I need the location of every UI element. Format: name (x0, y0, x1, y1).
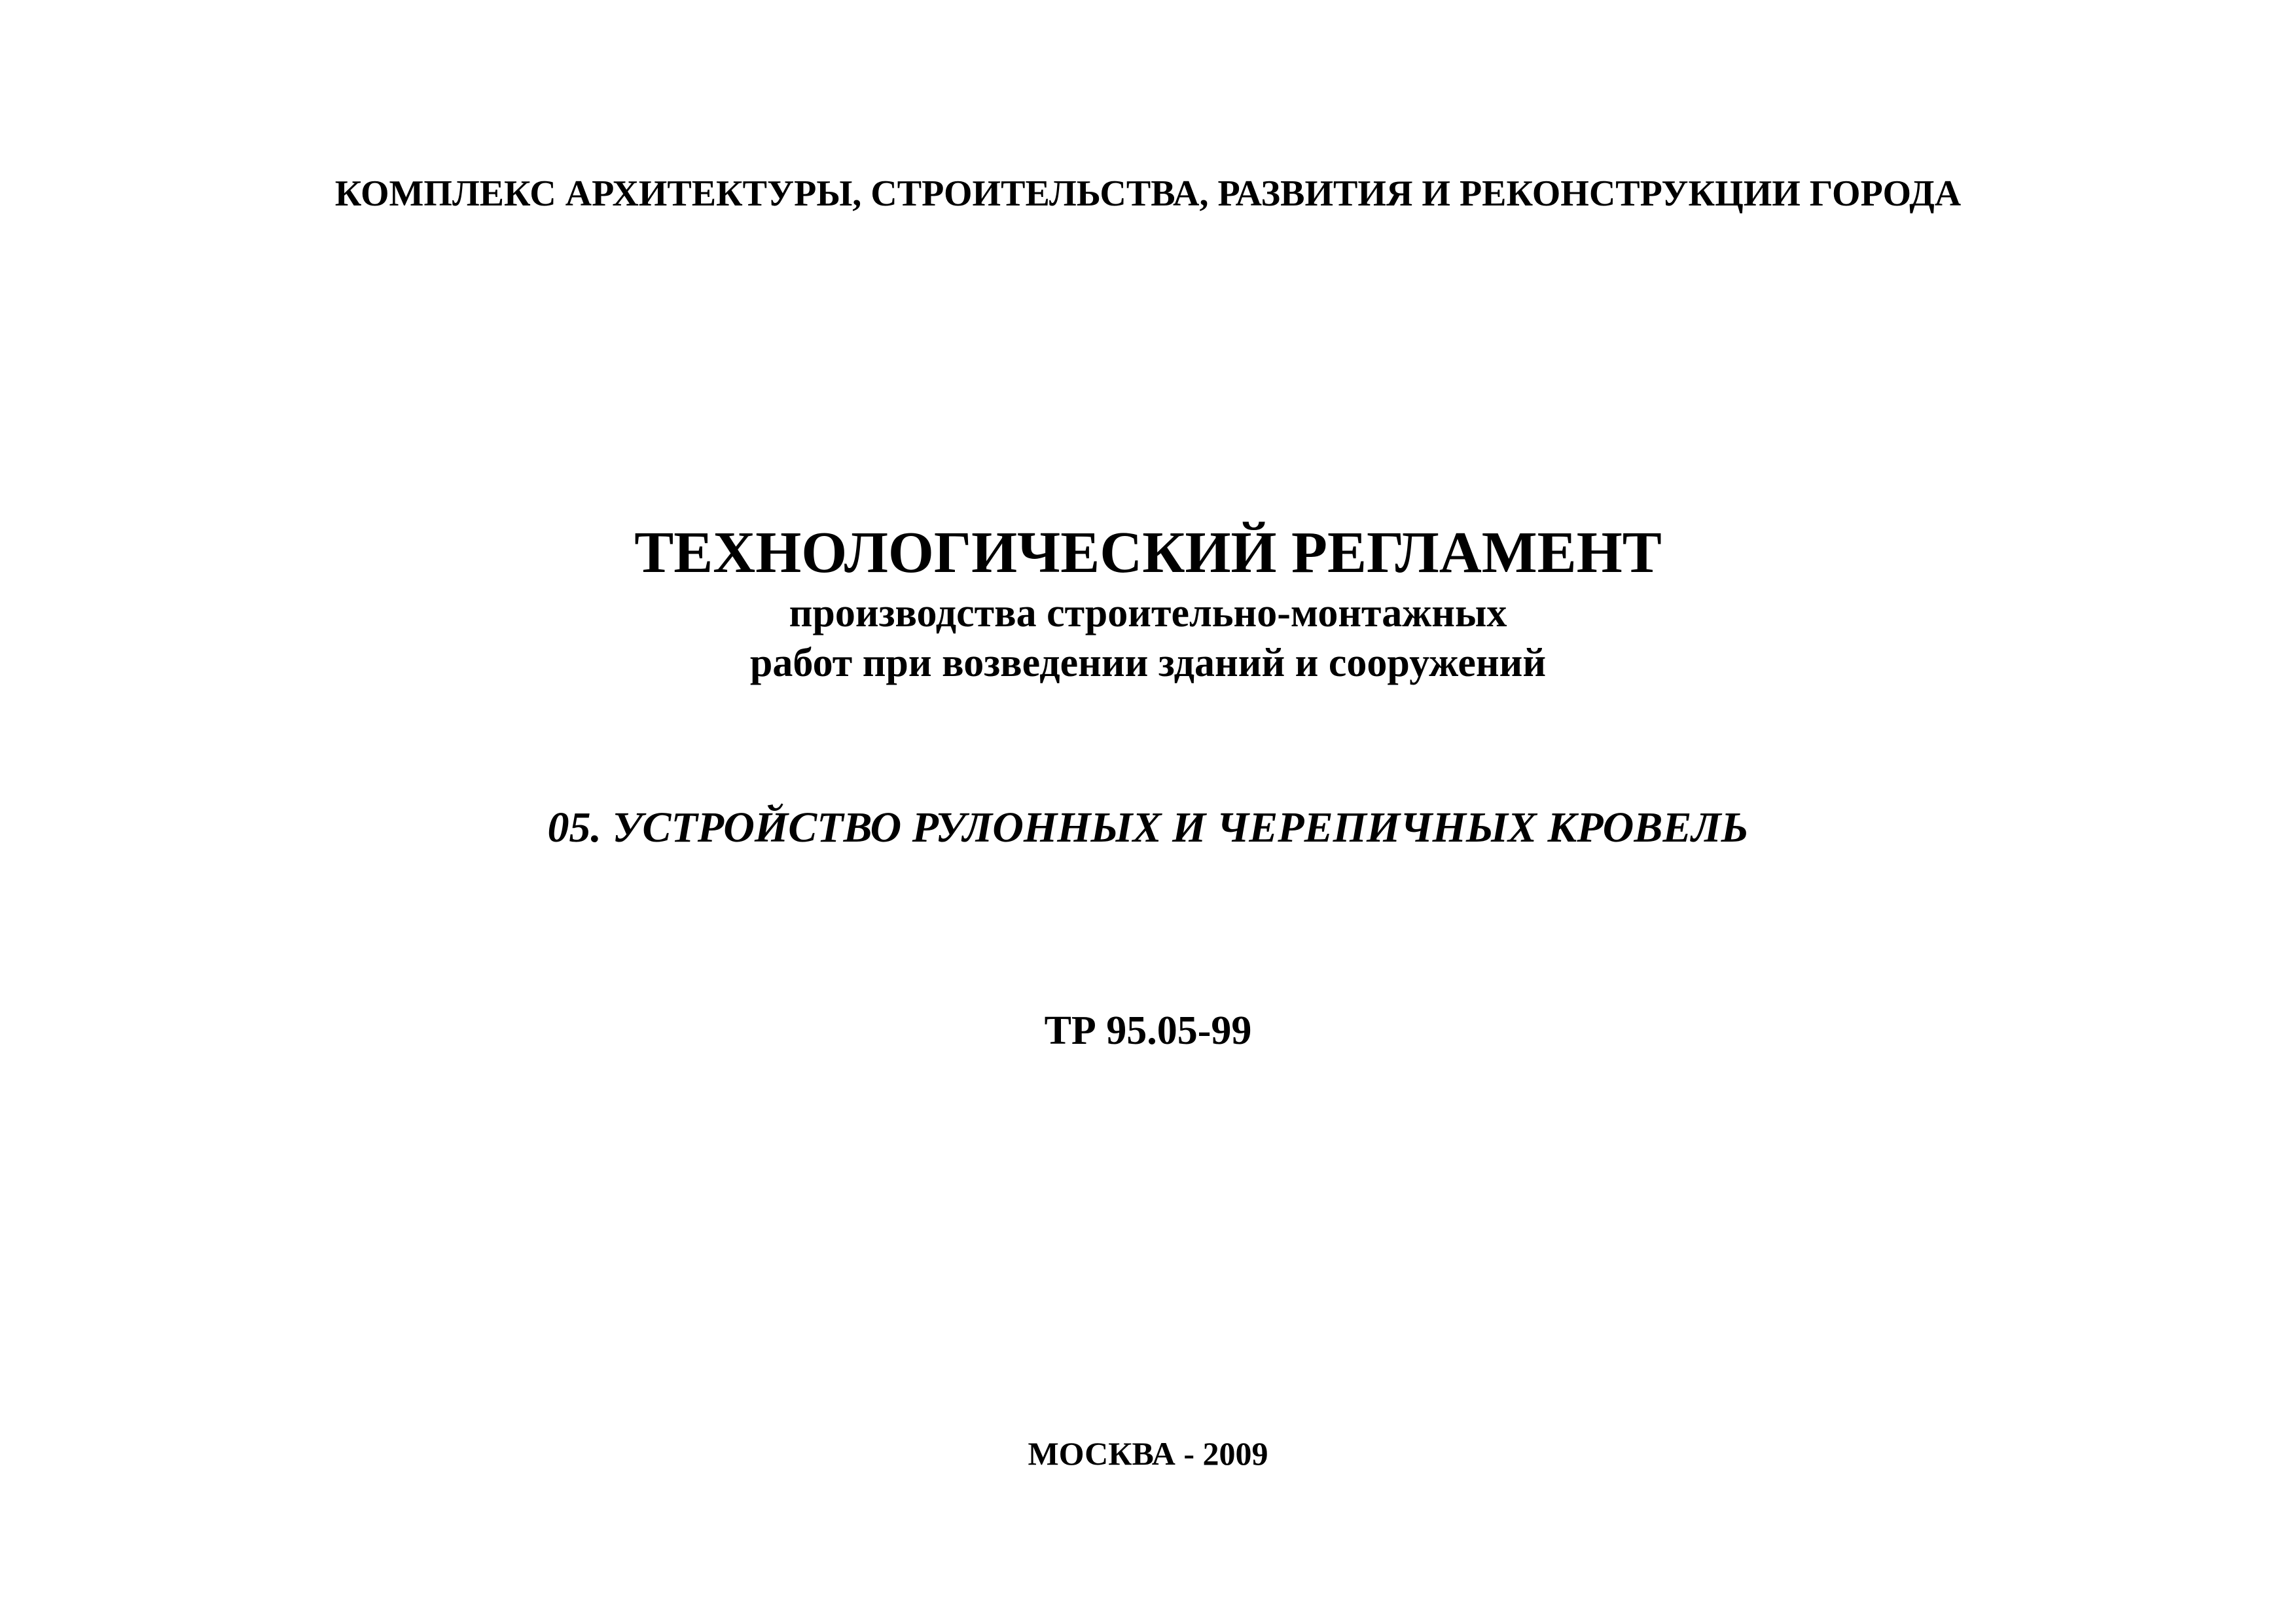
place-and-year: МОСКВА - 2009 (1028, 1435, 1268, 1472)
document-subtitle-line-1: производства строительно-монтажных (789, 591, 1507, 635)
organization-heading: КОМПЛЕКС АРХИТЕКТУРЫ, СТРОИТЕЛЬСТВА, РАЗВИТИЯ И РЕКОНСТРУКЦИИ ГОРОДА (334, 173, 1962, 214)
document-code: ТР 95.05-99 (1044, 1008, 1252, 1053)
section-heading: 05. УСТРОЙСТВО РУЛОННЫХ И ЧЕРЕПИЧНЫХ КРОВЕЛЬ (547, 804, 1749, 851)
document-subtitle-line-2: работ при возведении зданий и сооружений (749, 641, 1547, 685)
document-title: ТЕХНОЛОГИЧЕСКИЙ РЕГЛАМЕНТ (634, 520, 1662, 585)
